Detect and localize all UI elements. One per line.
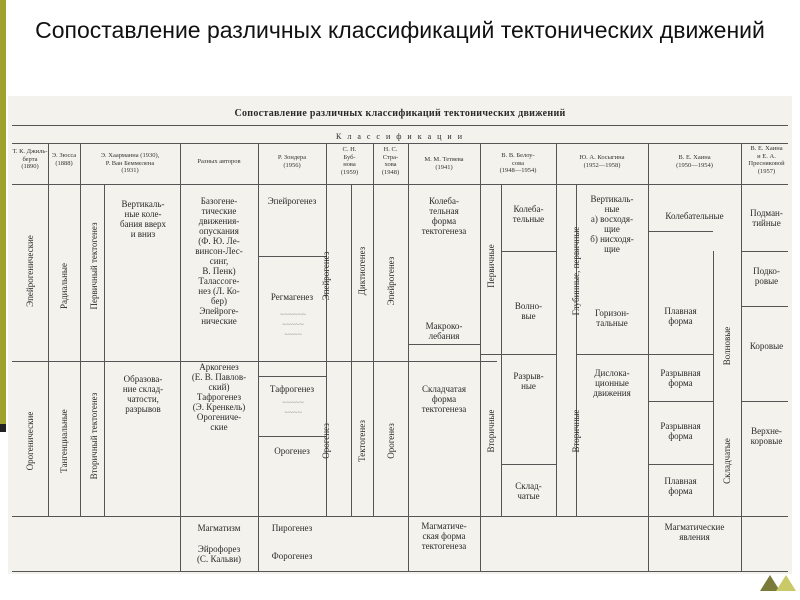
rule [258,436,326,437]
handwritten-note: ~~~~~~ ~~~~~ ~~~~ [280,310,306,339]
cell-pres-uppercrustal: Верхне- коровые [750,426,783,446]
header-tetyaev: М. М. Тетяева (1941) [424,156,464,171]
cell-khain-fault1: Разрывная форма [660,368,701,388]
cell-belousov-primary: Первичные [486,244,496,288]
corner-decoration [776,575,796,591]
cell-belousov-wave: Волно- вые [514,301,543,321]
col-line [713,251,714,516]
rule [501,251,556,252]
rule [12,516,788,517]
cell-belousov-fault: Разрыв- ные [513,371,544,391]
col-line [80,144,81,516]
cell-pres-subcrustal: Подко- ровые [753,266,780,286]
rule [12,184,788,185]
header-gilbert: Т. К. Джиль- берта (1890) [12,148,48,170]
col-line [501,185,502,516]
cell-haar-text2: Образова- ние склад- чатости, разрывов [122,374,164,414]
slide-accent-mark [0,424,6,432]
cell-pres-submantle: Подман- тийные [750,208,783,228]
cell-suess-top: Радиальные [59,263,69,309]
cell-various-epeirophoresis: Эйрофорез (С. Кальви) [196,544,242,564]
col-line [480,144,481,571]
header-bubnov: С. Н. Буб- нова (1959) [340,146,359,176]
cell-kosygin-vertical: Вертикаль- ные а) восходя- щие б) нисходя- щие [590,194,634,254]
cell-khain-smooth2: Плавная форма [664,476,697,496]
cell-tetyaev-2: Макроко- лебания [425,321,463,341]
header-belousov: В. В. Белоу- сова (1948—1954) [499,152,537,174]
rule [12,571,788,572]
cell-pres-crustal: Коровые [749,341,784,351]
slide-title: Сопоставление различных классификаций тектонических движений [35,17,765,43]
col-line [48,144,49,516]
header-haarmann: Э. Хаарманна (1930), Р. Ван Беммелена (1931) [100,152,160,174]
cell-sonder-orogenesis: Орогенез [274,446,310,456]
cell-sonder-epeirogenesis: Эпейрогенез [267,196,317,206]
cell-khain-fold: Складчатые [722,438,732,484]
rule [576,354,648,355]
cell-bubnov-bottom: Орогенез [321,423,331,459]
table-subtitle: К л а с с и ф и к а ц и и [335,132,464,141]
cell-kosygin-horizontal: Горизон- тальные [594,308,630,328]
cell-tektogenesis: Тектогенез [357,420,367,462]
cell-haar-secondary: Вторичный тектогенез [89,392,99,480]
col-line [104,185,105,516]
rule [408,344,480,345]
slide-accent-bar [0,0,6,430]
cell-haar-text1: Вертикаль- ные коле- бания вверх и вниз [119,199,167,239]
header-khain-presnyakova: В. Е. Хаина и Е. А. Пресняковой (1957) [748,145,785,175]
table-title: Сопоставление различных классификаций тектонических движений [234,108,566,119]
header-khain: В. Е. Хаина (1950—1954) [676,154,713,169]
col-line [258,144,259,571]
cell-belousov-secondary: Вторичные [486,409,496,453]
cell-tetyaev-4: Магматиче- ская форма тектогенеза [421,521,467,551]
rule [648,464,713,465]
cell-gilbert-top: Эпейрогенические [25,235,35,307]
rule [648,354,713,355]
rule [12,125,788,126]
cell-various-magmatism: Магматизм [197,523,241,533]
cell-belousov-oscillatory: Колеба- тельные [512,204,545,224]
cell-sonder-phorogenesis: Форогенез [271,551,313,561]
cell-kosygin-deep: Глубинные, первичные [571,226,581,316]
cell-strakhov-bottom: Орогенез [386,423,396,459]
cell-kosygin-dislocation: Дислока- ционные движения [593,368,631,398]
cell-tetyaev-1: Колеба- тельная форма тектогенеза [421,196,467,236]
cell-various-text1: Базогене- тические движения- опускания (Ф. Ю. Ле- винсон-Лес- синг, В. Пенк) Талассоге- нез (Л. Ко- бер) Эпейроге- нические [195,196,243,326]
rule [501,464,556,465]
rule [648,401,713,402]
cell-strakhov-top: Эпейрогенез [386,256,396,306]
rule [648,231,713,232]
rule [258,376,326,377]
col-line [373,144,374,516]
cell-khain-wave: Волновые [722,326,732,366]
col-line [351,185,352,516]
header-kosygin: Ю. А. Косыгина (1952—1958) [579,154,625,169]
rule [258,256,326,257]
cell-gilbert-bottom: Орогенические [25,411,35,471]
cell-diktiogenesis: Диктиогенез [357,246,367,296]
cell-sonder-taphrogenesis: Тафрогенез [269,384,315,394]
rule [741,401,788,402]
cell-haar-primary: Первичный тектогенез [89,222,99,310]
cell-bubnov-top: Эпейрогенез [321,251,331,301]
cell-khain-magmatic: Магматические явления [664,522,725,542]
header-strakhov: Н. С. Стра- хова (1948) [381,146,400,176]
cell-various-text2: Аркогенез (Е. В. Павлов- ский) Тафрогенез (Э. Кренкель) Орогениче- ские [191,362,247,432]
header-sonder: Р. Зондера (1956) [277,154,307,169]
cell-khain-oscillatory: Колебательные [665,211,724,221]
cell-belousov-fold: Склад- чатые [515,481,542,501]
cell-kosygin-secondary: Вторичные [571,409,581,453]
col-line [556,144,557,516]
cell-tetyaev-3: Складчатая форма тектогенеза [421,384,467,414]
rule [741,251,788,252]
col-line [648,144,649,571]
cell-sonder-pyrogenesis: Пирогенез [271,523,313,533]
rule [12,143,788,144]
cell-khain-fault2: Разрывная форма [660,421,701,441]
cell-khain-smooth1: Плавная форма [664,306,697,326]
cell-suess-bottom: Тангенциальные [59,409,69,473]
rule [741,306,788,307]
handwritten-note: ~~~~~ ~~~~ [282,398,304,417]
header-various: Разных авторов [197,158,241,165]
rule [480,354,556,355]
scanned-table [8,96,792,574]
header-suess: Э. Зюсса (1888) [51,152,77,167]
cell-sonder-regmagenesis: Регмагенез [270,292,314,302]
